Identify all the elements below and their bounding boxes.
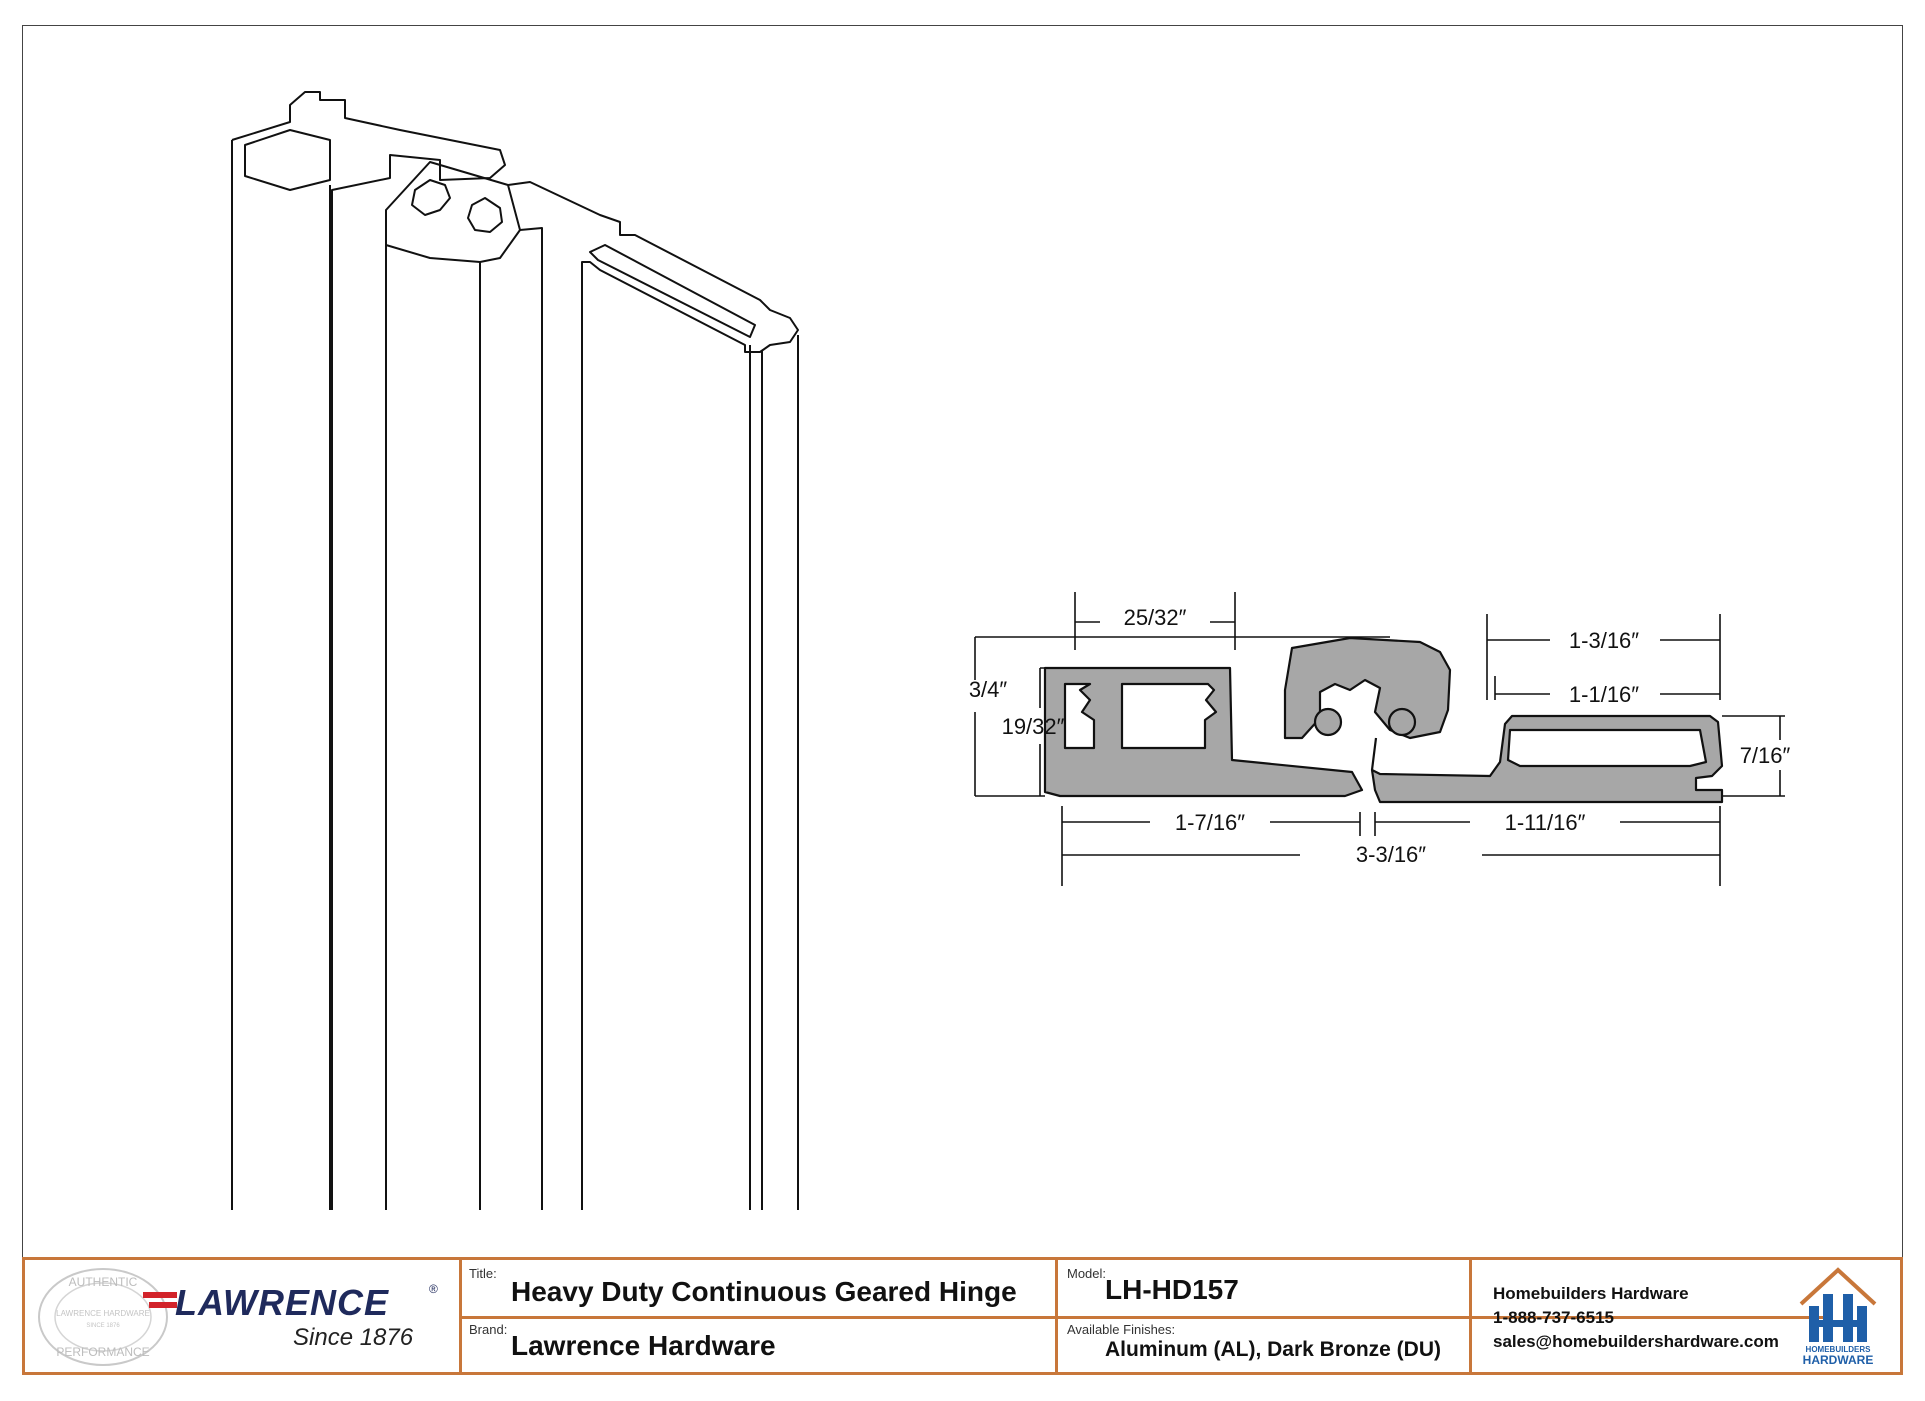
vendor-phone[interactable]: 1-888-737-6515 [1493,1308,1614,1327]
finishes-caption: Available Finishes: [1067,1322,1176,1337]
dim-right-inner-width: 1-1/16″ [1568,682,1640,707]
vendor-email[interactable]: sales@homebuildershardware.com [1493,1332,1779,1351]
seal-top-text: AUTHENTIC [68,1275,138,1289]
lawrence-tagline: Since 1876 [293,1324,414,1351]
dim-right-height: 7/16″ [1739,743,1791,768]
lawrence-wordmark: LAWRENCE [175,1282,389,1323]
lawrence-accent-stripes [143,1290,177,1316]
dim-overall-height: 3/4″ [968,677,1008,702]
authentic-performance-seal [33,1264,173,1370]
dim-top-width: 25/32″ [1123,605,1187,630]
knuckle-profile [1285,638,1450,738]
dim-overall-width: 3-3/16″ [1355,842,1427,867]
dim-channel-height: 19/32″ [1001,714,1065,739]
model-caption: Model: [1067,1266,1107,1281]
gear-left [1315,709,1341,735]
dim-right-outer-width: 1-3/16″ [1568,628,1640,653]
brand-caption: Brand: [469,1322,508,1337]
product-title: Heavy Duty Continuous Geared Hinge [511,1276,1017,1307]
seal-since-text: SINCE 1876 [86,1323,120,1329]
finishes-value: Aluminum (AL), Dark Bronze (DU) [1105,1338,1441,1361]
gear-right [1389,709,1415,735]
hh-logo-line1: HOMEBUILDERS [1805,1345,1871,1354]
model-value: LH-HD157 [1105,1274,1239,1305]
title-caption: Title: [469,1266,497,1281]
title-block [22,1257,1903,1375]
section-profile [1045,638,1722,802]
seal-bottom-text: PERFORMANCE [56,1345,150,1359]
dim-right-leaf-width: 1-11/16″ [1504,810,1586,835]
seal-middle-text: LAWRENCE HARDWARE [56,1309,150,1318]
homebuilders-hardware-logo [1793,1264,1883,1368]
hh-logo-line2: HARDWARE [1802,1353,1874,1367]
right-leaf-channel-profile [1508,730,1706,766]
dim-left-leaf-width: 1-7/16″ [1174,810,1246,835]
lawrence-logo [25,1260,459,1372]
vendor-name: Homebuilders Hardware [1493,1284,1689,1303]
brand-value: Lawrence Hardware [511,1330,776,1361]
registered-mark: ® [429,1282,438,1296]
